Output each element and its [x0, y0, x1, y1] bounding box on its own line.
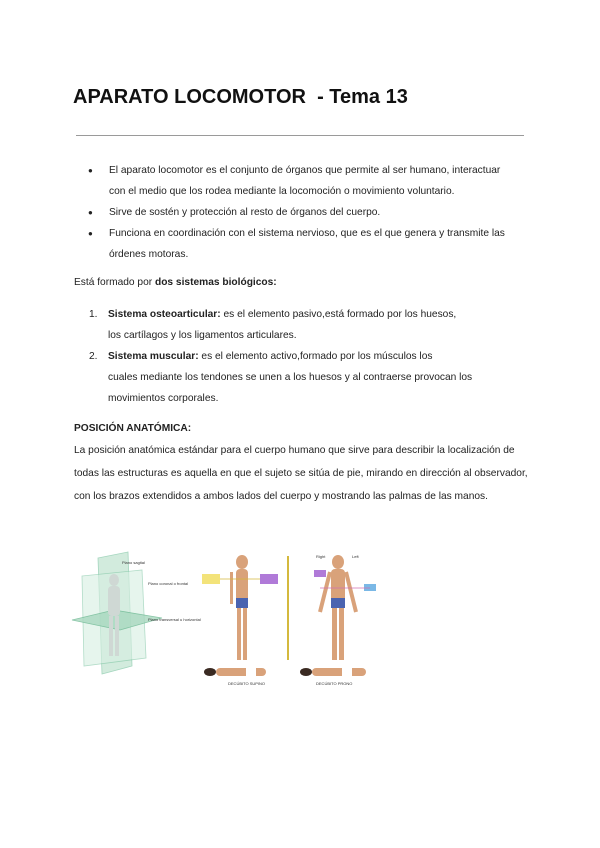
system-item: [89, 304, 519, 346]
intro-sentence: [74, 272, 277, 293]
label-supine: DECÚBITO SUPINO: [228, 681, 266, 686]
system-desc-line: los cartílagos y los ligamentos articulares.: [108, 330, 297, 341]
label-right: Right: [316, 554, 326, 559]
system-desc-line: movimientos corporales.: [108, 393, 219, 404]
bullet-item: [88, 223, 528, 265]
page-title: APARATO LOCOMOTOR - Tema 13: [73, 86, 408, 108]
bullet-line: órdenes motoras.: [109, 249, 189, 260]
label-coronal: Plano coronal o frontal: [148, 581, 189, 586]
system-desc-line: cuales mediante los tendones se unen a los huesos y al contraerse provocan los: [108, 372, 473, 383]
body-paragraph: La posición anatómica estándar para el cuerpo humano que sirve para describir la localización de todas las estructuras es aquella en que el sujeto se sitúa de pie, mirando en dirección al observador, con los brazos extendidos a ambos lados del cuerpo y mostrando las palmas de las manos.: [74, 445, 528, 502]
front-view-illustration: [314, 554, 376, 660]
system-item: [89, 346, 519, 409]
label-sagittal: Plano sagital: [122, 560, 145, 565]
bullet-line: con el medio que los rodea mediante la locomoción o movimiento voluntario.: [109, 186, 455, 197]
system-desc: es el elemento pasivo,está formado por los huesos,: [220, 309, 457, 320]
bullet-line: ● El aparato locomotor es el conjunto de órganos que permite al ser humano, interactuar: [109, 165, 501, 176]
label-transverse: Plano transversal u horizontal: [148, 617, 201, 622]
bullet-item: [88, 202, 528, 223]
section-heading: POSICIÓN ANATÓMICA:: [74, 423, 192, 434]
side-view-illustration: [202, 555, 288, 660]
anatomical-planes-illustration: [72, 552, 201, 674]
bullet-item: [88, 160, 528, 202]
item-number: 1.: [89, 309, 98, 320]
bullet-list: [88, 160, 528, 265]
intro-text: Está formado por: [74, 277, 155, 288]
intro-bold: dos sistemas biológicos:: [154, 277, 277, 288]
system-desc: es el elemento activo,formado por los músculos los: [198, 351, 433, 362]
lying-positions-illustration: [204, 668, 366, 686]
system-name: Sistema muscular:: [108, 351, 199, 362]
title-divider: [76, 135, 524, 136]
label-left: Left: [352, 554, 359, 559]
item-number: 2.: [89, 351, 98, 362]
label-prone: DECÚBITO PRONO: [316, 681, 353, 686]
systems-list: [89, 304, 519, 409]
bullet-line: ● Funciona en coordinación con el sistema nervioso, que es el que genera y transmite las: [109, 228, 505, 239]
system-name: Sistema osteoarticular:: [108, 309, 221, 320]
anatomy-figure: [70, 548, 400, 688]
bullet-line: ● Sirve de sostén y protección al resto de órganos del cuerpo.: [109, 207, 381, 218]
